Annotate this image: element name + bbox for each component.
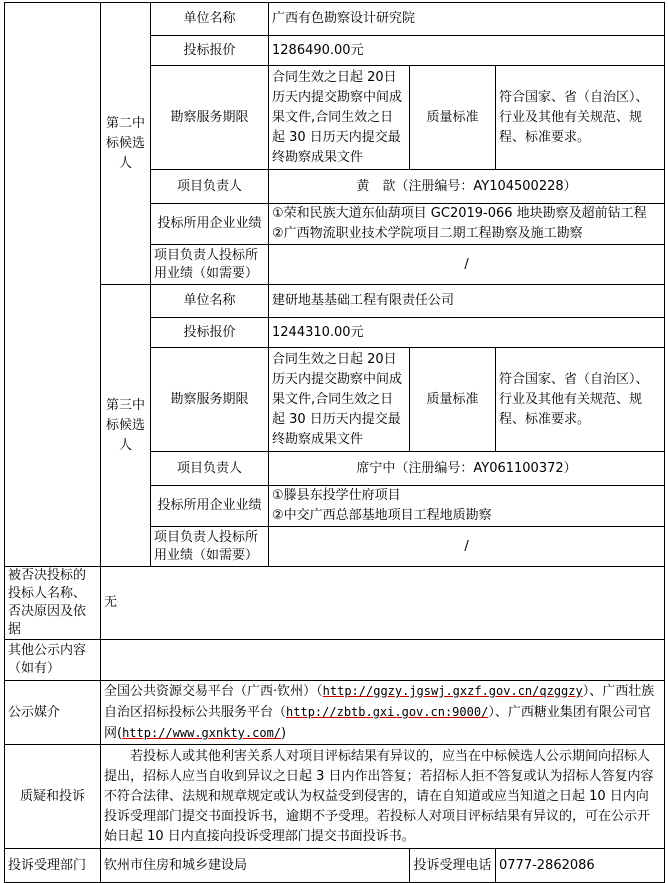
other-row — [5, 640, 665, 681]
candidate2-company-perf — [269, 204, 665, 245]
candidate2-group-label: 第二中标候选人 — [101, 3, 151, 285]
quality-label: 质量标准 — [410, 348, 496, 452]
dept-label: 投诉受理部门 — [5, 849, 101, 883]
candidate2-period: 合同生效之日起 20日历天内提交勘察中间成果文件,合同生效之日起 30 日历天内提交最终勘察成果文件 — [269, 66, 410, 170]
bid-price-label: 投标报价 — [151, 36, 269, 66]
bid-price-label: 投标报价 — [151, 318, 269, 348]
company-perf-item: ②中交广西总部基地项目工程地质勘察 — [272, 508, 492, 523]
complaint-label: 质疑和投诉 — [5, 745, 101, 849]
unit-name-label: 单位名称 — [151, 3, 269, 36]
company-perf-item: ①滕县东投学仕府项目 — [272, 488, 401, 503]
other-label: 其他公示内容（如有） — [5, 640, 101, 681]
dept-value: 钦州市住房和城乡建设局 — [101, 849, 410, 883]
rejected-value: 无 — [101, 567, 665, 640]
quality-label: 质量标准 — [410, 66, 496, 170]
media-link-gxnkty[interactable]: http://www.gxnkty.com/ — [122, 726, 282, 740]
media-row — [5, 681, 665, 745]
phone-value: 0777-2862086 — [496, 849, 665, 883]
rejected-label: 被否决投标的投标人名称、否决原因及依据 — [5, 567, 101, 640]
media-text: ) — [281, 726, 287, 741]
candidate3-bid-price: 1244310.00元 — [269, 318, 665, 348]
other-value — [101, 640, 665, 681]
candidate3-company-perf — [269, 486, 665, 527]
phone-label: 投诉受理电话 — [410, 849, 496, 883]
company-perf-label: 投标所用企业业绩 — [151, 486, 269, 527]
candidate3-period: 合同生效之日起 20日历天内提交勘察中间成果文件,合同生效之日起 30 日历天内提交最终勘察成果文件 — [269, 348, 410, 452]
candidate3-unit-row — [5, 285, 665, 318]
media-text: ）、广西糖业集团有限公司官网( — [104, 705, 651, 741]
candidate2-unit-name: 广西有色勘察设计研究院 — [269, 3, 665, 36]
candidate2-unit-row — [5, 3, 665, 36]
candidate2-manager-perf: / — [269, 245, 665, 285]
complaint-row — [5, 745, 665, 849]
candidate2-bid-price: 1286490.00元 — [269, 36, 665, 66]
media-link-zbtb[interactable]: http://zbtb.gxi.gov.cn:9000/ — [286, 705, 489, 719]
manager-perf-label: 项目负责人投标所用业绩（如需要） — [151, 245, 269, 285]
media-text: ）、广西壮族自治区招标投标公共服务平台（ — [104, 684, 655, 720]
period-label: 勘察服务期限 — [151, 66, 269, 170]
candidate3-group-label: 第三中标候选人 — [101, 285, 151, 567]
company-perf-item: ①荣和民族大道东仙葫项目 GC2019-066 地块勘察及超前钻工程 — [272, 206, 647, 221]
candidate2-quality: 符合国家、省（自治区）、行业及其他有关规范、规程、标准要求。 — [496, 66, 665, 170]
candidate3-manager-perf: / — [269, 527, 665, 567]
complaint-text: 若投标人或其他利害关系人对项目评标结果有异议的，应当在中标候选人公示期间向招标人提出，招标人应当自收到异议之日起 3 日内作出答复；若招标人拒不答复或认为招标人答复内容不符合法律、法规和规章规定或认为权益受到侵害的，请在自知道或应当知道之日起 10 日内向投诉受理部门提交书面投诉书，逾期不予受理。若投标人对项目评标结果有异议的，可在公示开始日起 10 日内直接向投诉受理部门提交书面投诉书。 — [101, 745, 665, 849]
media-value — [101, 681, 665, 745]
manager-label: 项目负责人 — [151, 170, 269, 204]
manager-label: 项目负责人 — [151, 452, 269, 486]
left-blank-cell — [5, 3, 101, 567]
media-link-ggzy[interactable]: http://ggzy.jgswj.gxzf.gov.cn/qzggzy — [322, 684, 583, 698]
candidate3-manager: 席宁中（注册编号：AY061100372） — [269, 452, 665, 486]
unit-name-label: 单位名称 — [151, 285, 269, 318]
footer-row — [5, 849, 665, 883]
period-label: 勘察服务期限 — [151, 348, 269, 452]
media-label: 公示媒介 — [5, 681, 101, 745]
rejected-row — [5, 567, 665, 640]
candidate2-manager: 黄 歆（注册编号：AY104500228） — [269, 170, 665, 204]
media-text: 全国公共资源交易平台（广西·钦州）（ — [104, 684, 323, 699]
candidate3-quality: 符合国家、省（自治区）、行业及其他有关规范、规程、标准要求。 — [496, 348, 665, 452]
candidate3-unit-name: 建研地基基础工程有限责任公司 — [269, 285, 665, 318]
manager-perf-label: 项目负责人投标所用业绩（如需要） — [151, 527, 269, 567]
bid-result-table — [4, 2, 665, 883]
company-perf-label: 投标所用企业业绩 — [151, 204, 269, 245]
company-perf-item: ②广西物流职业技术学院项目二期工程勘察及施工勘察 — [272, 226, 583, 241]
